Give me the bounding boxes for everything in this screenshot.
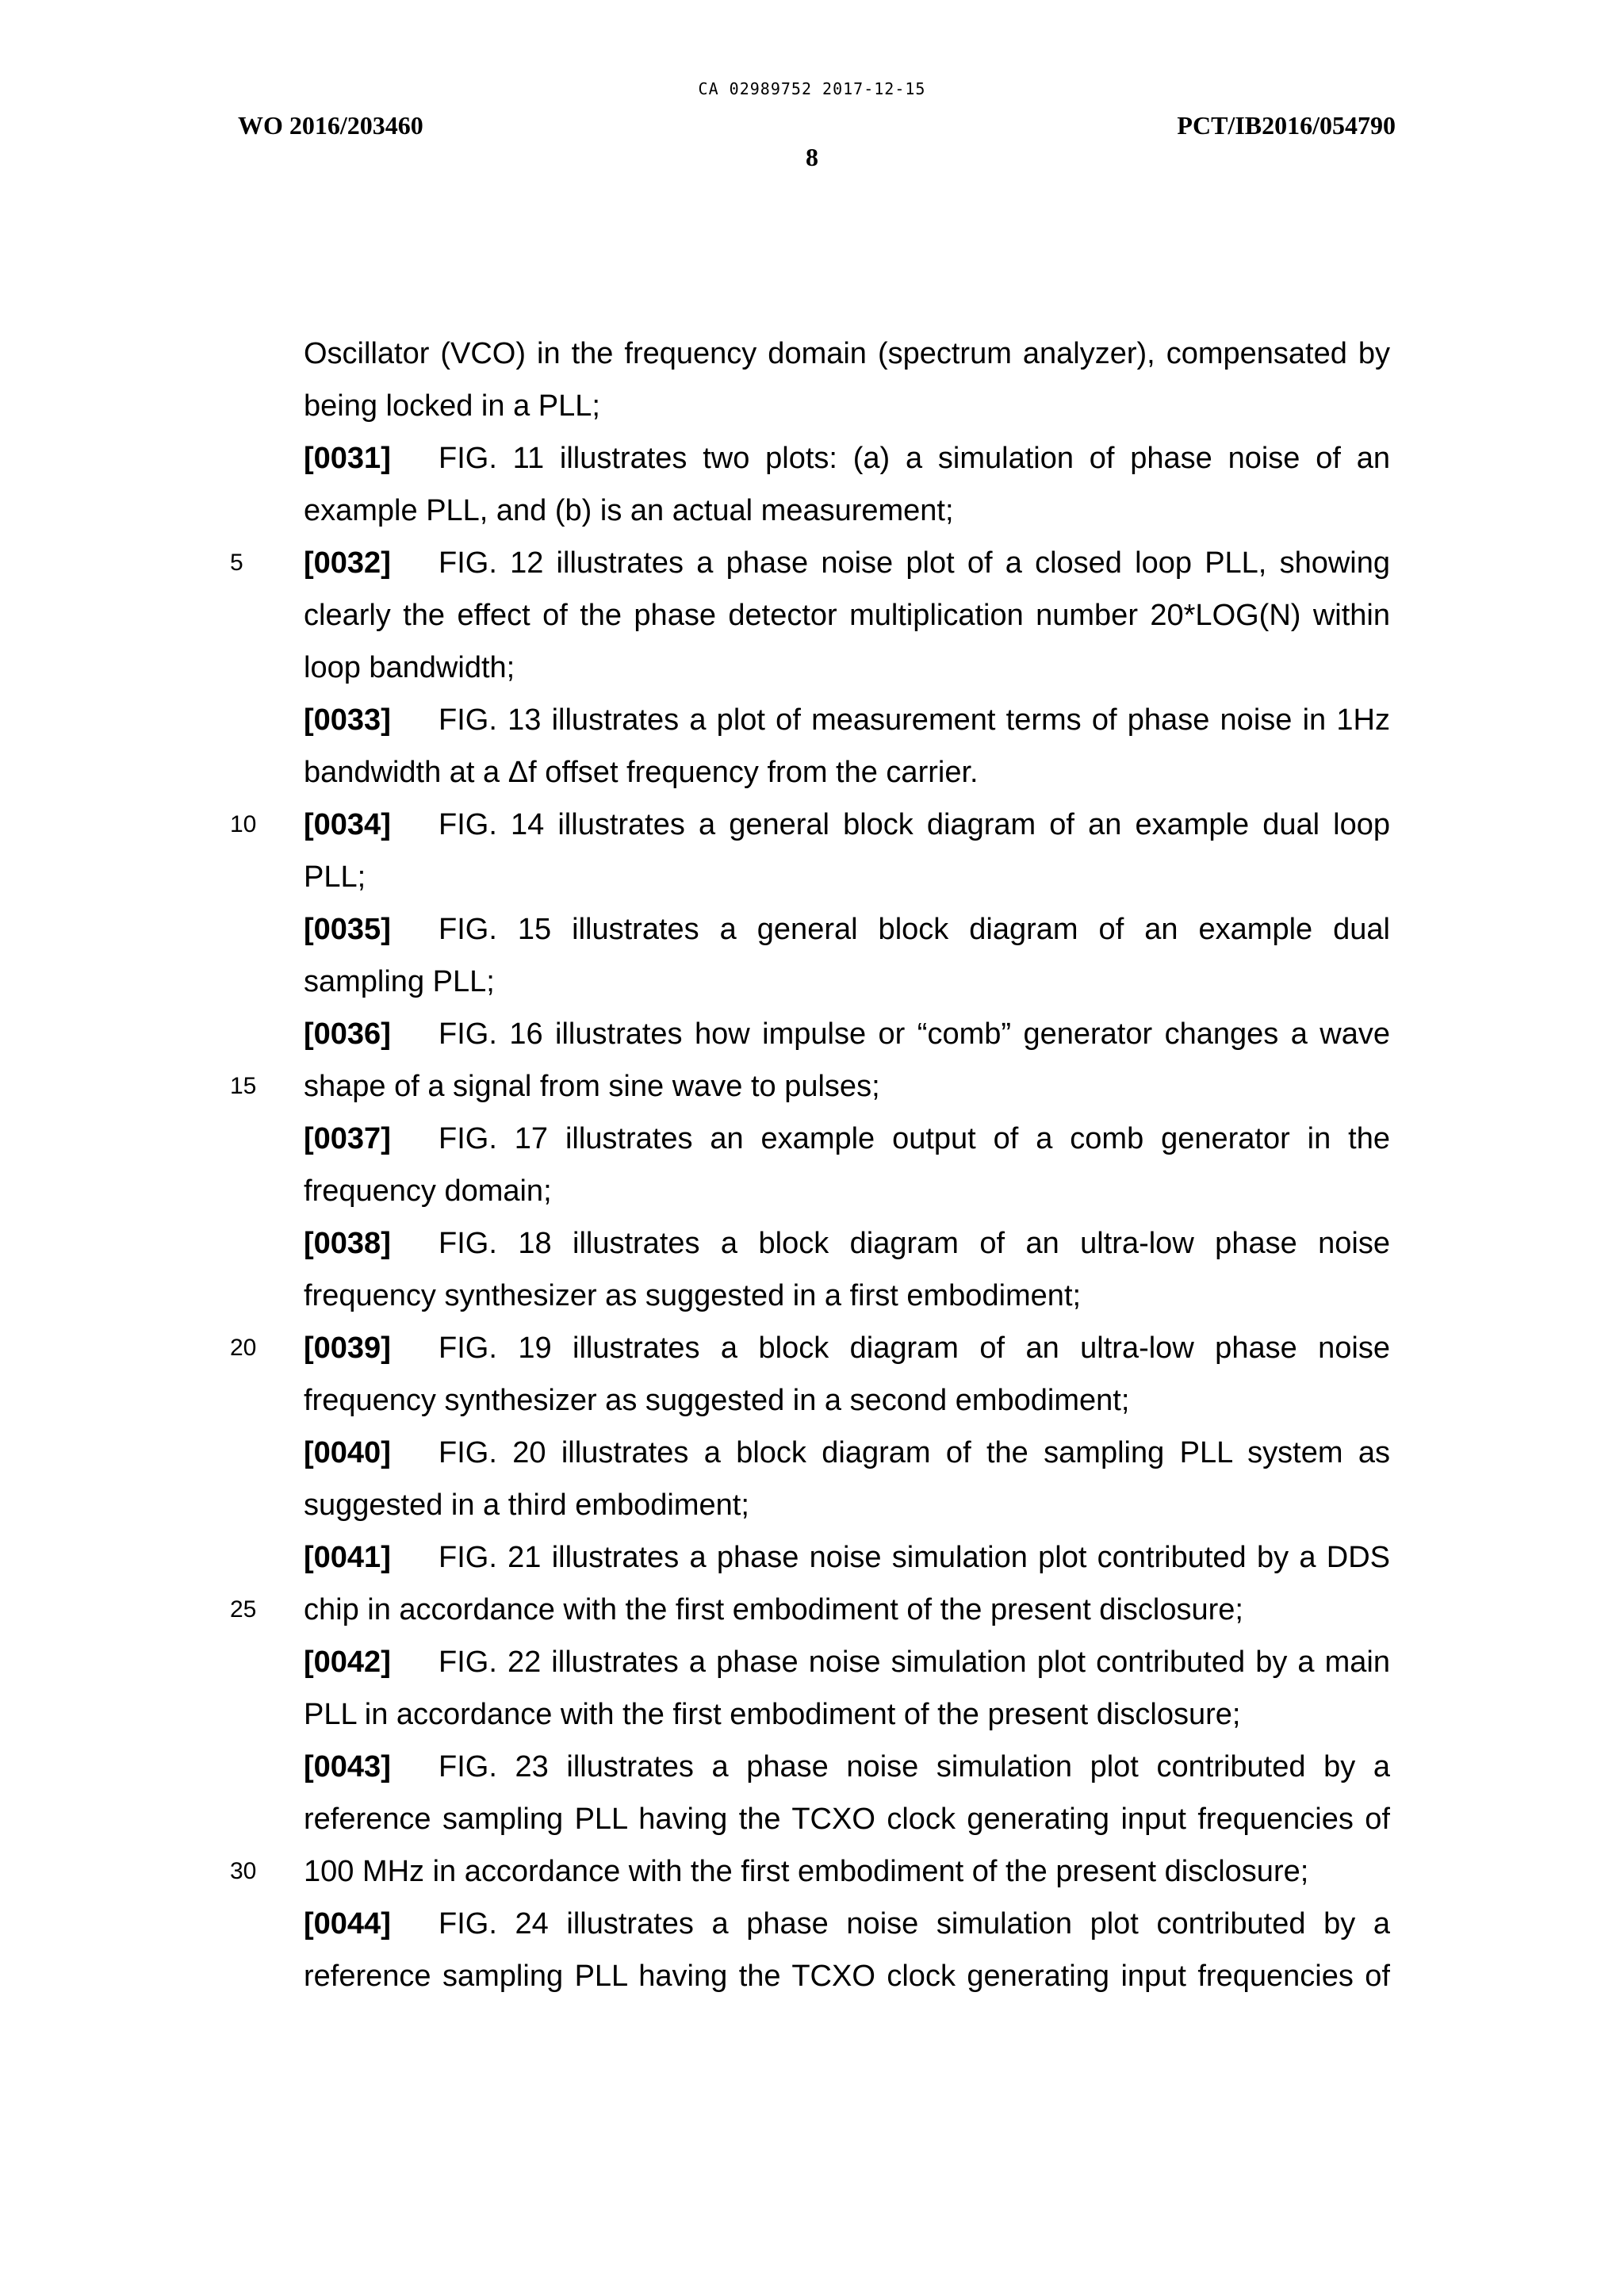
text-line: FIG. 22 illustrates a phase noise simulation plot contributed by a main: [439, 1646, 1390, 1679]
paragraph-0042: [304, 1640, 1390, 1684]
text-line: FIG. 17 illustrates an example output of a comb generator in the: [439, 1122, 1390, 1155]
text-line: example PLL, and (b) is an actual measurement;: [304, 494, 954, 527]
paragraph-0031: [304, 436, 1390, 481]
text-line: 100 MHz in accordance with the first embodiment of the present disclosure;: [304, 1855, 1309, 1888]
text-line: sampling PLL;: [304, 965, 495, 998]
text-line: frequency domain;: [304, 1174, 552, 1208]
text-line: PLL in accordance with the first embodiment of the present disclosure;: [304, 1698, 1241, 1731]
text-line: loop bandwidth;: [304, 651, 515, 684]
paragraph-0032: [304, 541, 1390, 585]
paragraph-number: [0042]: [304, 1646, 391, 1679]
text-line: FIG. 15 illustrates a general block diagram of an example dual: [439, 913, 1390, 946]
paragraph-0035: [304, 907, 1390, 952]
text-line: reference sampling PLL having the TCXO clock generating input frequencies of: [304, 1960, 1390, 1993]
text-line: FIG. 13 illustrates a plot of measurement terms of phase noise in 1Hz: [439, 703, 1390, 737]
paragraph-number: [0038]: [304, 1227, 391, 1260]
paragraph-number: [0035]: [304, 913, 391, 946]
paragraph-number: [0036]: [304, 1017, 391, 1051]
paragraph-0040: [304, 1431, 1390, 1475]
page-number: 8: [806, 143, 818, 171]
text-line: FIG. 18 illustrates a block diagram of an ultra-low phase noise: [439, 1227, 1390, 1260]
application-number: PCT/IB2016/054790: [1177, 111, 1396, 140]
text-line: FIG. 12 illustrates a phase noise plot of a closed loop PLL, showing: [439, 546, 1390, 580]
paragraph-0041: [304, 1535, 1390, 1580]
paragraph-0037: [304, 1117, 1390, 1161]
paragraph-number: [0044]: [304, 1907, 391, 1941]
paragraph-0039: [304, 1326, 1390, 1370]
paragraph-number: [0037]: [304, 1122, 391, 1155]
margin-line-number: 15: [230, 1073, 257, 1099]
paragraph-number: [0041]: [304, 1541, 391, 1574]
publication-number: WO 2016/203460: [238, 111, 423, 140]
paragraph-0043: [304, 1745, 1390, 1789]
text-line: FIG. 21 illustrates a phase noise simulation plot contributed by a DDS: [439, 1541, 1390, 1574]
paragraph-0044: [304, 1902, 1390, 1946]
text-line: being locked in a PLL;: [304, 389, 600, 423]
text-line: frequency synthesizer as suggested in a second embodiment;: [304, 1384, 1130, 1417]
text-line: suggested in a third embodiment;: [304, 1488, 749, 1522]
paragraph-0033: [304, 698, 1390, 742]
text-line: FIG. 23 illustrates a phase noise simulation plot contributed by a: [439, 1750, 1390, 1784]
text-line: clearly the effect of the phase detector multiplication number 20*LOG(N) within: [304, 599, 1390, 632]
text-line: FIG. 16 illustrates how impulse or “comb” generator changes a wave: [439, 1017, 1390, 1051]
text-line: FIG. 11 illustrates two plots: (a) a simulation of phase noise of an: [439, 442, 1390, 475]
text-line: reference sampling PLL having the TCXO clock generating input frequencies of: [304, 1803, 1390, 1836]
margin-line-number: 30: [230, 1858, 257, 1884]
paragraph-0036: [304, 1012, 1390, 1056]
text-line: frequency synthesizer as suggested in a first embodiment;: [304, 1279, 1082, 1312]
text-line: shape of a signal from sine wave to pulses;: [304, 1070, 880, 1103]
margin-line-number: 5: [230, 550, 243, 576]
text-line: bandwidth at a Δf offset frequency from the carrier.: [304, 756, 979, 789]
paragraph-number: [0040]: [304, 1436, 391, 1469]
margin-line-number: 10: [230, 811, 257, 837]
text-line: FIG. 14 illustrates a general block diagram of an example dual loop: [439, 808, 1390, 841]
text-line: Oscillator (VCO) in the frequency domain (spectrum analyzer), compensated by: [304, 337, 1390, 370]
paragraph-number: [0034]: [304, 808, 391, 841]
paragraph-number: [0039]: [304, 1331, 391, 1365]
text-line: FIG. 19 illustrates a block diagram of an ultra-low phase noise: [439, 1331, 1390, 1365]
paragraph-number: [0043]: [304, 1750, 391, 1784]
paragraph-number: [0031]: [304, 442, 391, 475]
margin-line-number: 25: [230, 1596, 257, 1623]
paragraph-number: [0032]: [304, 546, 391, 580]
document-stamp: CA 02989752 2017-12-15: [698, 79, 926, 98]
paragraph-0038: [304, 1221, 1390, 1266]
text-line: PLL;: [304, 860, 366, 894]
text-line: chip in accordance with the first embodiment of the present disclosure;: [304, 1593, 1243, 1626]
paragraph-number: [0033]: [304, 703, 391, 737]
text-line: FIG. 20 illustrates a block diagram of the sampling PLL system as: [439, 1436, 1390, 1469]
text-line: FIG. 24 illustrates a phase noise simulation plot contributed by a: [439, 1907, 1390, 1941]
paragraph-0034: [304, 803, 1390, 847]
margin-line-number: 20: [230, 1335, 257, 1361]
